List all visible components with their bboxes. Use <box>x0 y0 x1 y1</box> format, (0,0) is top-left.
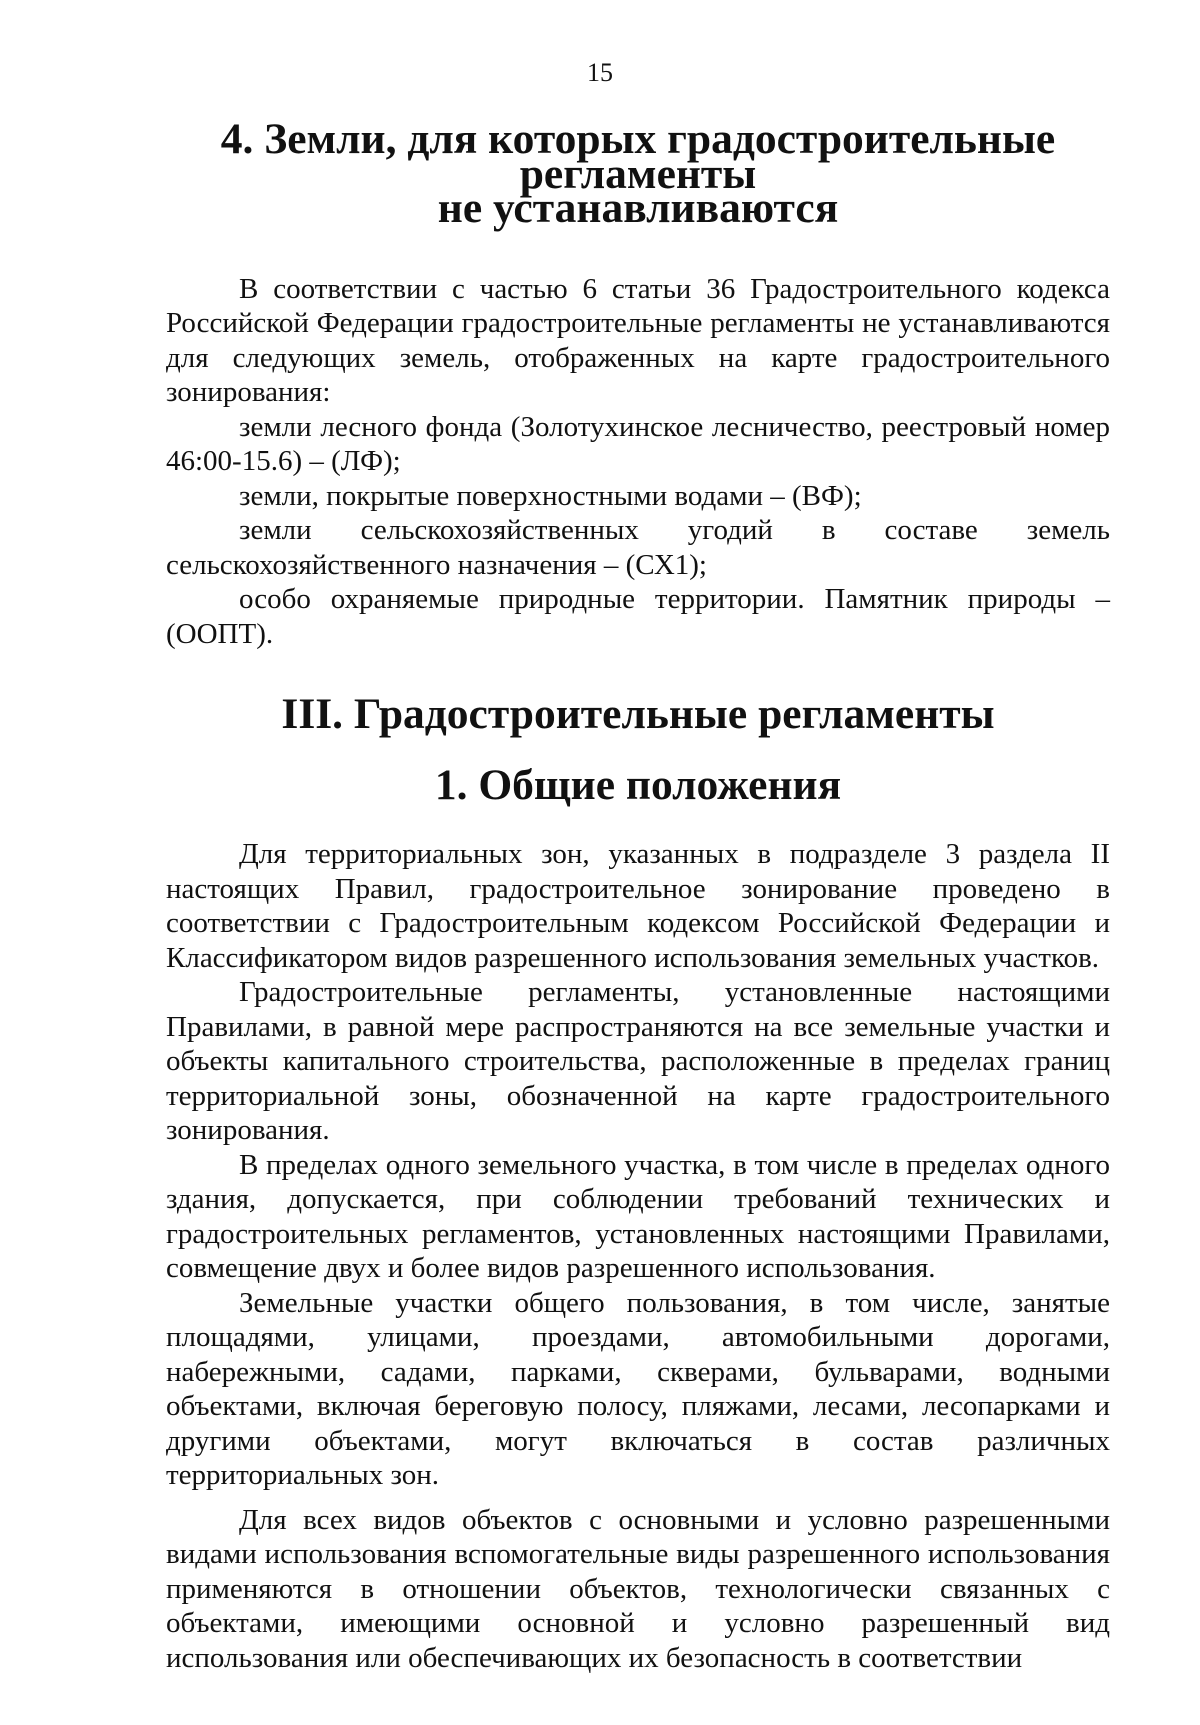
section-3-heading: III. Градостроительные регламенты <box>281 690 995 738</box>
paragraph-combined-use: В пределах одного земельного участка, в том числе в пределах одного здания, допускается, при соблюдении требований технических и градостроительных регламентов, установленных настоящими Правилами, совмещение двух и более видов разрешенного использования. <box>166 1148 1110 1284</box>
list-item-forest-lands: земли лесного фонда (Золотухинское лесничество, реестровый номер 46:00-15.6) – (ЛФ); <box>166 410 1110 477</box>
list-item-water-lands: земли, покрытые поверхностными водами – (ВФ); <box>239 479 862 512</box>
list-item-protected-territories: особо охраняемые природные территории. Памятник природы – (ООПТ). <box>166 583 1110 650</box>
page-content <box>166 115 1110 1675</box>
subsection-1-heading: 1. Общие положения <box>434 760 842 809</box>
section-4-intro: В соответствии с частью 6 статьи 36 Градостроительного кодекса Российской Федерации градостроительные регламенты не устанавливаются для следующих земель, отображенных на карте градостроительного зонирования: <box>166 272 1110 408</box>
paragraph-regulations-scope: Градостроительные регламенты, установленные настоящими Правилами, в равной мере распространяются на все земельные участки и объекты капитального строительства, расположенные в пределах границ территориальной зоны, обозначенной на карте градостроительного зонирования. <box>166 976 1110 1146</box>
paragraph-auxiliary-uses: Для всех видов объектов с основными и условно разрешенными видами использования вспомогательные виды разрешенного использования применяются в отношении объектов, технологически связанных с объектами, имеющими основной и условно разрешенный вид использования или обеспечивающих их безопасность в соответствии <box>166 1503 1110 1674</box>
section-4-heading-line-2: не устанавливаются <box>437 184 839 232</box>
section-4-heading <box>166 115 1110 232</box>
paragraph-zoning-basis: Для территориальных зон, указанных в подразделе 3 раздела II настоящих Правил, градостроительное зонирование проведено в соответствии с Градостроительным кодексом Российской Федерации и Классификатором видов разрешенного использования земельных участков. <box>166 838 1110 974</box>
page-number: 15 <box>587 58 613 87</box>
section-4-heading-line-1: 4. Земли, для которых градостроительные регламенты <box>220 115 1056 198</box>
list-item-agricultural-lands: земли сельскохозяйственных угодий в составе земель сельскохозяйственного назначения – (СХ1); <box>166 514 1110 581</box>
paragraph-public-land: Земельные участки общего пользования, в том числе, занятые площадями, улицами, проездами, автомобильными дорогами, набережными, садами, парками, скверами, бульварами, водными объектами, включая береговую полосу, пляжами, лесами, лесопарками и другими объектами, могут включаться в состав различных территориальных зон. <box>166 1286 1110 1491</box>
